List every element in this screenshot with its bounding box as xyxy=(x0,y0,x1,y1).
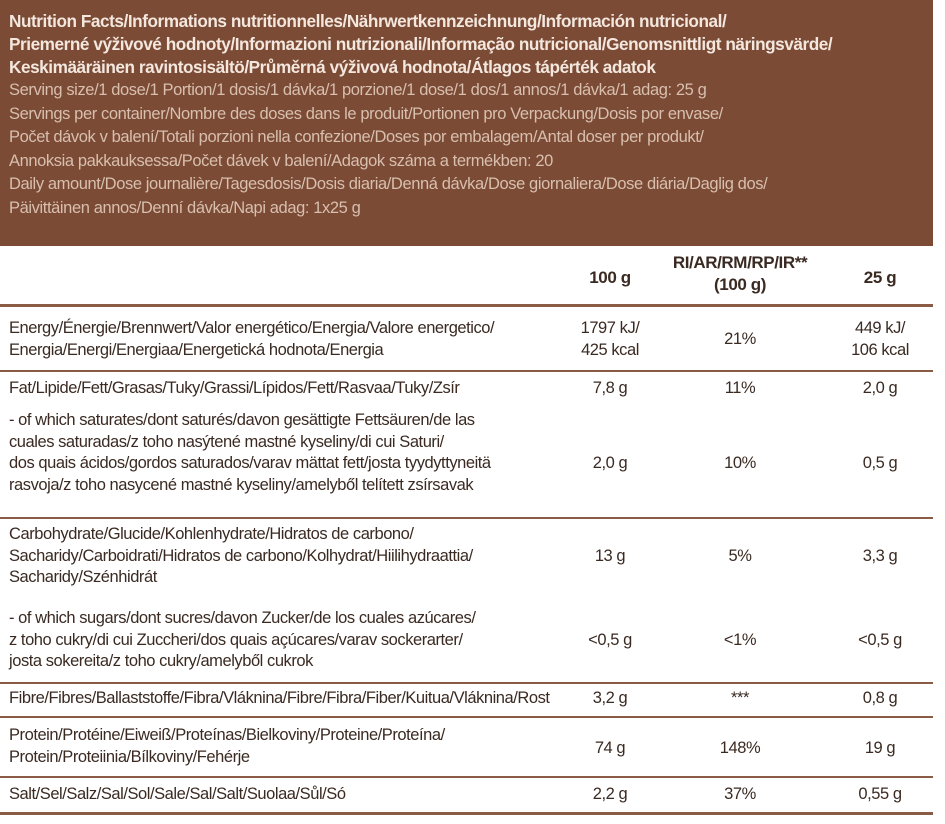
fat-ri: 11% xyxy=(724,379,756,397)
salt-value-25g: 0,55 g xyxy=(858,785,902,803)
servings-per-container-line-2: Počet dávok v balení/Totali porzioni nella confezione/Doses por embalagem/Antal doser per produkt/ xyxy=(9,128,704,146)
energy-value-100g xyxy=(560,318,660,361)
fat-value-25g: 2,0 g xyxy=(862,379,898,397)
protein-ri: 148% xyxy=(719,739,761,757)
protein-desc-line: Protein/Protéine/Eiweiß/Proteínas/Bielkoviny/Proteine/Proteína/ xyxy=(9,726,445,744)
saturates-desc-line: cuales saturadas/z toho nasýtené mastné kyseliny/di cui Saturi/ xyxy=(9,432,444,451)
energy-kj-25g: 449 kJ/ xyxy=(854,319,906,337)
carbohydrate-desc-line: Sacharidy/Carboidrati/Hidratos de carbono/Kolhydrat/Hiilihydraattia/ xyxy=(9,546,473,565)
row-divider xyxy=(0,776,933,778)
carbohydrate-value-25g: 3,3 g xyxy=(862,547,898,565)
table-row-sugars-desc xyxy=(9,608,475,673)
fibre-value-25g: 0,8 g xyxy=(862,689,898,707)
protein-desc-line: Protein/Proteiinia/Bílkoviny/Fehérje xyxy=(9,747,250,766)
saturates-ri: 10% xyxy=(724,454,756,472)
row-divider xyxy=(0,517,933,519)
energy-kcal-100g: 425 kcal xyxy=(581,340,639,359)
fat-value-100g: 7,8 g xyxy=(592,379,628,397)
table-row-protein-desc xyxy=(9,725,445,768)
row-divider xyxy=(0,716,933,718)
header-title-line-2: Priemerné výživové hodnoty/Informazioni nutrizionali/Informação nutricional/Genomsnittligt näringsvärde/ xyxy=(9,34,833,54)
table-row-carbohydrate-desc xyxy=(9,524,473,589)
energy-ri: 21% xyxy=(724,330,756,348)
salt-value-100g: 2,2 g xyxy=(592,785,628,803)
column-header-ri-line-2: (100 g) xyxy=(714,275,766,294)
energy-value-25g xyxy=(820,318,940,361)
carbohydrate-desc-line: Sacharidy/Szénhidrát xyxy=(9,568,157,587)
header-title-line-1: Nutrition Facts/Informations nutritionnelles/Nährwertkennzeichnung/Información nutricional/ xyxy=(9,11,727,31)
daily-amount-line-1: Daily amount/Dose journalière/Tagesdosis/Dosis diaria/Denná dávka/Dose giornaliera/Dose diária/Daglig dos/ xyxy=(9,175,768,193)
table-bottom-rule xyxy=(0,812,933,815)
header-title-line-3: Keskimääräinen ravintosisältö/Průměrná výživová hodnota/Átlagos tápérték adatok xyxy=(9,57,656,77)
sugars-desc-line: - of which sugars/dont sucres/davon Zucker/de los cuales azúcares/ xyxy=(9,609,476,627)
table-row-energy-desc xyxy=(9,318,494,361)
column-header-ri-line-1: RI/AR/RM/RP/IR** xyxy=(672,253,808,272)
table-row-fibre-desc: Fibre/Fibres/Ballaststoffe/Fibra/Vláknina/Fibre/Fibra/Fiber/Kuitua/Vláknina/Rost xyxy=(9,689,550,707)
sugars-value-25g: <0,5 g xyxy=(858,631,902,649)
carbohydrate-desc-line: Carbohydrate/Glucide/Kohlenhydrate/Hidratos de carbono/ xyxy=(9,525,414,543)
fibre-value-100g: 3,2 g xyxy=(592,689,628,707)
row-divider xyxy=(0,682,933,684)
nutrition-header xyxy=(0,0,933,246)
sugars-desc-line: josta sokereita/z toho cukry/amelyből cukrok xyxy=(9,652,313,671)
carbohydrate-value-100g: 13 g xyxy=(594,547,626,565)
energy-kj-100g: 1797 kJ/ xyxy=(580,319,640,337)
saturates-desc-line: dos quais ácidos/gordos saturados/varav mättat fett/josta tyydyttyneitä xyxy=(9,454,491,473)
carbohydrate-ri: 5% xyxy=(728,547,752,565)
table-row-salt-desc: Salt/Sel/Salz/Sal/Sol/Sale/Sal/Salt/Suolaa/Sůl/Só xyxy=(9,785,346,803)
fibre-ri: *** xyxy=(731,689,749,707)
saturates-value-100g: 2,0 g xyxy=(592,454,628,472)
column-header-ri xyxy=(660,252,820,304)
energy-desc-line: Energia/Energi/Energiaa/Energetická hodnota/Energia xyxy=(9,340,384,359)
protein-value-25g: 19 g xyxy=(864,739,896,757)
table-top-rule xyxy=(0,304,933,307)
saturates-value-25g: 0,5 g xyxy=(862,454,898,472)
servings-per-container-line-1: Servings per container/Nombre des doses dans le produit/Portionen pro Verpackung/Dosis por envase/ xyxy=(9,104,723,123)
column-header-100g: 100 g xyxy=(589,268,631,287)
salt-ri: 37% xyxy=(724,785,756,803)
row-divider xyxy=(0,370,933,372)
serving-size-line: Serving size/1 dose/1 Portion/1 dosis/1 dávka/1 porzione/1 dose/1 dos/1 annos/1 dávka/1 adag: 25 g xyxy=(9,81,707,99)
table-row-fat-desc: Fat/Lipide/Fett/Grasas/Tuky/Grassi/Lípidos/Fett/Rasvaa/Tuky/Zsír xyxy=(9,379,460,397)
energy-desc-line: Energy/Énergie/Brennwert/Valor energético/Energia/Valore energetico/ xyxy=(9,319,495,337)
table-row-saturates-desc xyxy=(9,410,491,496)
sugars-desc-line: z toho cukry/di cui Zuccheri/dos quais açúcares/varav sockerarter/ xyxy=(9,630,463,649)
sugars-value-100g: <0,5 g xyxy=(588,631,632,649)
saturates-desc-line: rasvoja/z toho nasycené mastné kyseliny/amelyből telített zsírsavak xyxy=(9,475,474,494)
column-header-25g: 25 g xyxy=(863,268,897,287)
servings-per-container-line-3: Annoksia pakkauksessa/Počet dávek v balení/Adagok száma a termékben: 20 xyxy=(9,151,553,170)
protein-value-100g: 74 g xyxy=(594,739,626,757)
daily-amount-line-2: Päivittäinen annos/Denní dávka/Napi adag: 1x25 g xyxy=(9,198,361,217)
saturates-desc-line: - of which saturates/dont saturés/davon gesättigte Fettsäuren/de las xyxy=(9,411,475,429)
sugars-ri: <1% xyxy=(723,631,757,649)
energy-kcal-25g: 106 kcal xyxy=(851,340,909,359)
